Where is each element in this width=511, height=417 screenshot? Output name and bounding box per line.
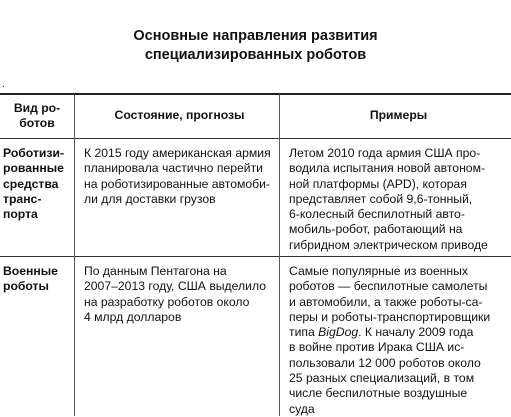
header-type: Вид ро- ботов [13, 101, 61, 131]
row-2-examples [289, 264, 509, 417]
row-1-type: Роботизи- рованные средства транс- порта [3, 146, 65, 222]
column-divider-1 [74, 94, 75, 416]
row-2-examples-em: BigDog [318, 325, 359, 340]
title-line-1: Основные направления развития [133, 28, 378, 44]
row-2-type: Военные роботы [3, 264, 58, 294]
header-bottom-rule [0, 138, 511, 139]
row-divider-rule [0, 256, 511, 257]
row-2-examples-post: . К началу 2009 года в войне против Ирака США ис- пользовали 12 000 роботов около 25 разных специализаций, в том числе беспилотные воздушные суда [289, 325, 481, 416]
table-top-rule [0, 93, 511, 95]
title-line-2: специализированных роботов [144, 47, 367, 63]
header-state: Состояние, прогнозы [114, 108, 245, 122]
row-2-state: По данным Пентагона на 2007–2013 году, США выделило на разработку роботов около 4 млрд долларов [84, 264, 266, 324]
row-2-examples-pre: Самые популярные из военных роботов — беспилотные самолеты и автомобили, а также роботы-са- перы и роботы-транспортировщики типа [289, 264, 491, 340]
row-1-examples: Летом 2010 года армия США про- водила испытания новой автоном- ной платформы (APD), которая представляет собой 9,6-тонный, 6-колесный беспилотный авто- мобиль-робот, работающий на гибридном электрическом приводе [289, 146, 488, 252]
stray-marker: . [2, 79, 5, 90]
column-divider-2 [279, 94, 280, 416]
header-examples: Примеры [369, 108, 428, 122]
page-title [0, 27, 511, 65]
row-1-state: К 2015 году американская армия планировала частично перейти на роботизированные автомоби- ли для доставки грузов [84, 146, 271, 206]
